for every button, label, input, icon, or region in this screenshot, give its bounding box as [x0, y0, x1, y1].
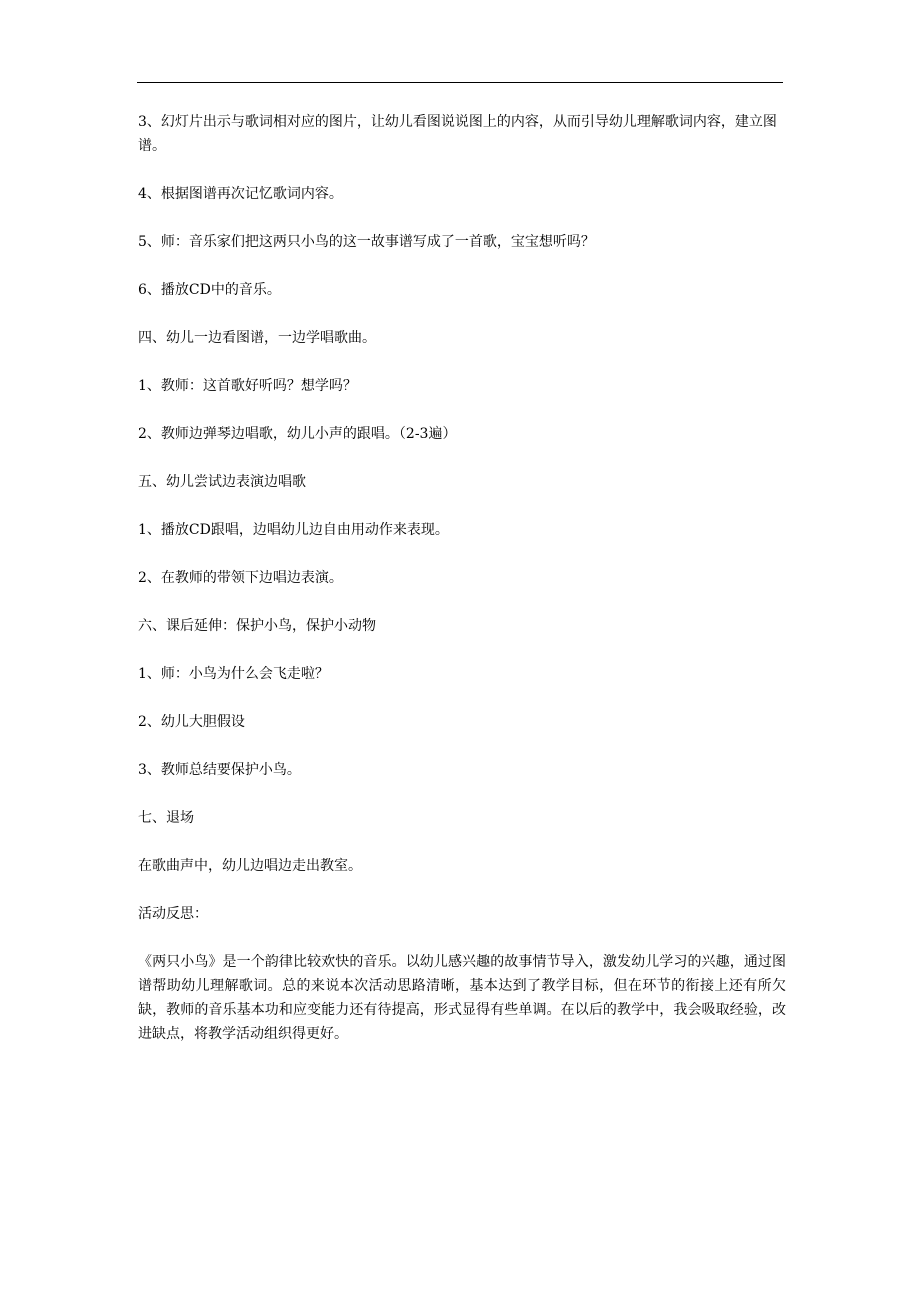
paragraph-step-3: 3、幻灯片出示与歌词相对应的图片，让幼儿看图说说图上的内容，从而引导幼儿理解歌词内容，建立图谱。 [138, 114, 777, 154]
paragraph-exit: 在歌曲声中，幼儿边唱边走出教室。 [138, 858, 362, 874]
paragraph-section4-step-1: 1、教师：这首歌好听吗？想学吗？ [138, 378, 357, 394]
paragraph-step-6: 6、播放CD中的音乐。 [138, 282, 281, 298]
paragraph-section6-step-2: 2、幼儿大胆假设 [138, 714, 245, 730]
section-heading-7: 七、退场 [138, 810, 194, 826]
reflection-heading: 活动反思： [138, 906, 208, 922]
section-heading-5: 五、幼儿尝试边表演边唱歌 [138, 474, 306, 490]
paragraph-step-5: 5、师：音乐家们把这两只小鸟的这一故事谱写成了一首歌，宝宝想听吗？ [138, 234, 595, 250]
paragraph-step-4: 4、根据图谱再次记忆歌词内容。 [138, 186, 343, 202]
header-rule [137, 82, 783, 83]
paragraph-section5-step-2: 2、在教师的带领下边唱边表演。 [138, 570, 343, 586]
paragraph-section5-step-1: 1、播放CD跟唱，边唱幼儿边自由用动作来表现。 [138, 522, 449, 538]
document-body [138, 110, 786, 1070]
paragraph-section6-step-3: 3、教师总结要保护小鸟。 [138, 762, 301, 778]
section-heading-6: 六、课后延伸：保护小鸟，保护小动物 [138, 618, 376, 634]
paragraph-section4-step-2: 2、教师边弹琴边唱歌，幼儿小声的跟唱。（2-3遍） [138, 426, 457, 442]
paragraph-section6-step-1: 1、师：小鸟为什么会飞走啦？ [138, 666, 329, 682]
section-heading-4: 四、幼儿一边看图谱，一边学唱歌曲。 [138, 330, 376, 346]
reflection-paragraph: 《两只小鸟》是一个韵律比较欢快的音乐。以幼儿感兴趣的故事情节导入，激发幼儿学习的兴趣，通过图谱帮助幼儿理解歌词。总的来说本次活动思路清晰，基本达到了教学目标，但在环节的衔接上还有所欠缺，教师的音乐基本功和应变能力还有待提高，形式显得有些单调。在以后的教学中，我会吸取经验，改进缺点，将教学活动组织得更好。 [138, 954, 786, 1042]
